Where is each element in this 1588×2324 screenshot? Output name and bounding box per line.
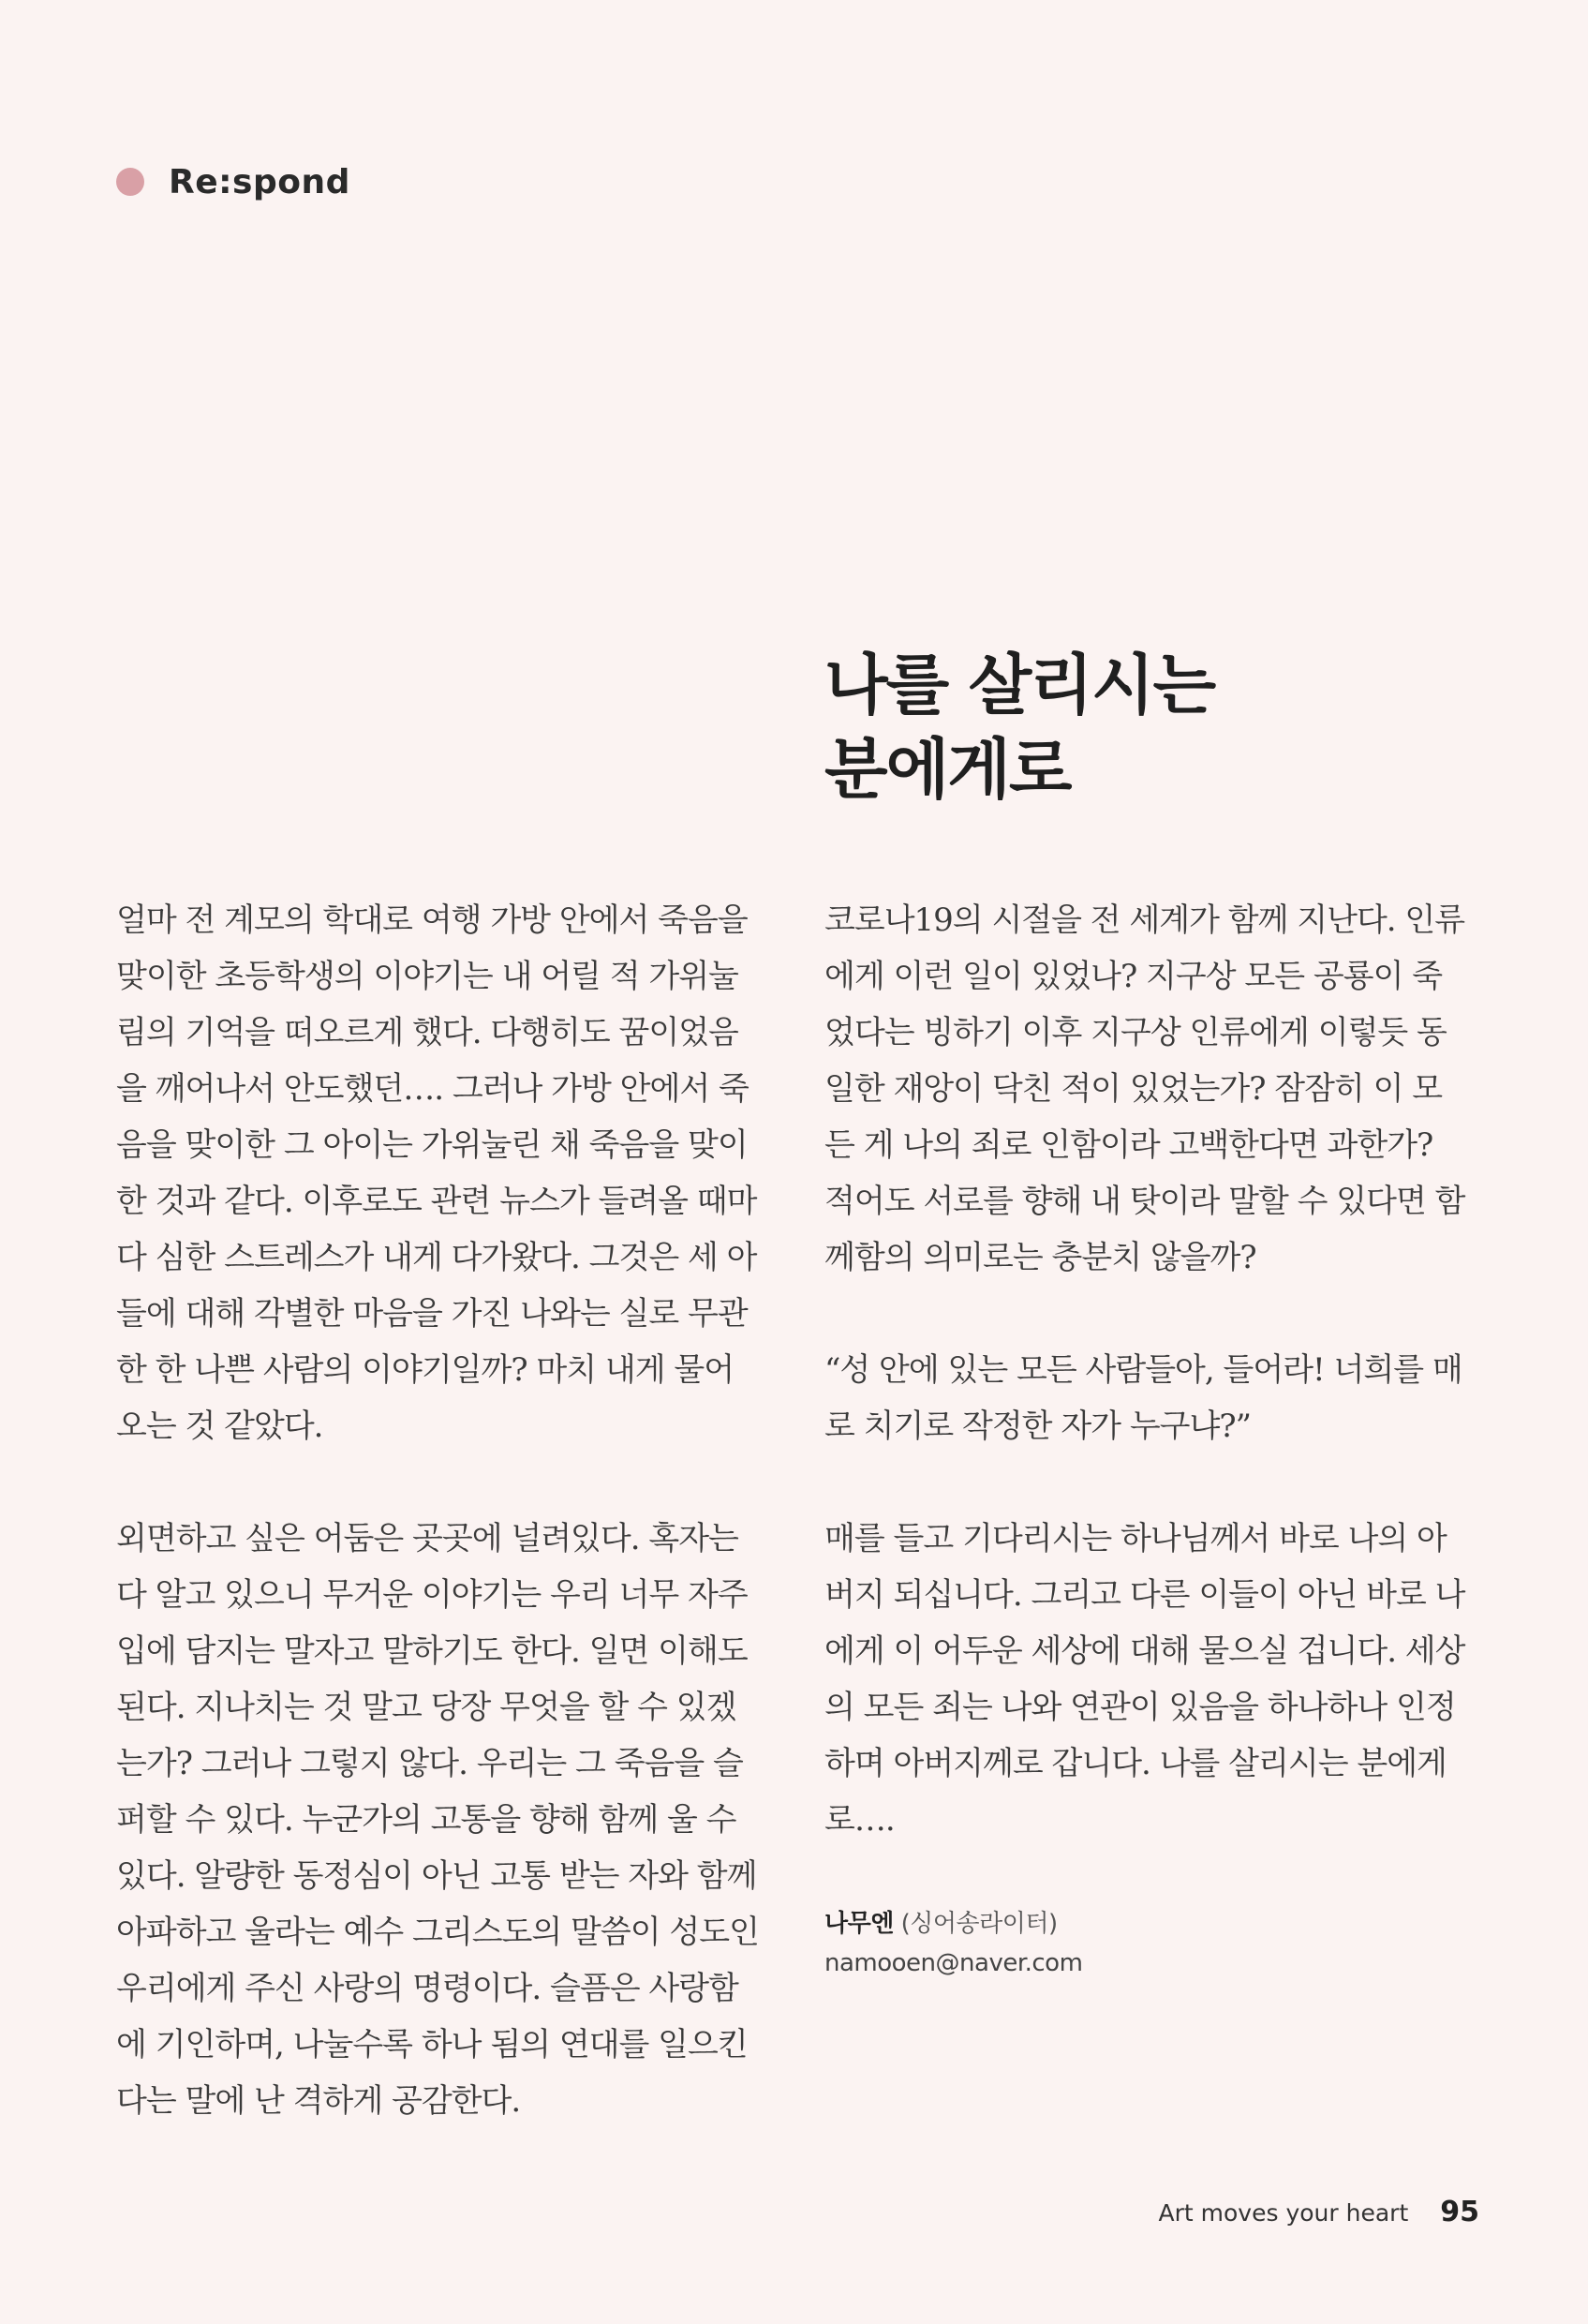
author-name: 나무엔 <box>824 1910 894 1938</box>
text-line: 얼마 전 계모의 학대로 여행 가방 안에서 죽음을 <box>116 901 748 939</box>
right-column <box>824 892 1480 1983</box>
paragraph <box>116 892 772 1454</box>
text-line: 림의 기억을 떠오르게 했다. 다행히도 꿈이었음 <box>116 1014 738 1051</box>
page-footer <box>1159 2196 1479 2228</box>
text-line: 퍼할 수 있다. 누군가의 고통을 향해 함께 울 수 <box>116 1801 736 1839</box>
text-line: 음을 맞이한 그 아이는 가위눌린 채 죽음을 맞이 <box>116 1126 748 1164</box>
text-line: 일한 재앙이 닥친 적이 있었는가? 잠잠히 이 모 <box>824 1070 1443 1108</box>
author-name-line <box>824 1904 1480 1944</box>
text-line: 께함의 의미로는 충분치 않을까? <box>824 1239 1256 1276</box>
text-line: 에 기인하며, 나눌수록 하나 됨의 연대를 일으킨 <box>116 2026 748 2063</box>
text-line: 을 깨어나서 안도했던…. 그러나 가방 안에서 죽 <box>116 1070 749 1108</box>
author-byline <box>824 1904 1480 1983</box>
text-line: 든 게 나의 죄로 인함이라 고백한다면 과한가? <box>824 1126 1433 1164</box>
page-number: 95 <box>1440 2196 1479 2228</box>
text-line: 입에 담지는 말자고 말하기도 한다. 일면 이해도 <box>116 1632 748 1670</box>
text-line: 에게 이 어두운 세상에 대해 물으실 겁니다. 세상 <box>824 1632 1465 1670</box>
text-line: 한 한 나쁜 사람의 이야기일까? 마치 내게 물어 <box>116 1351 735 1389</box>
text-line: “성 안에 있는 모든 사람들아, 들어라! 너희를 매 <box>824 1351 1462 1389</box>
text-line: 외면하고 싶은 어둠은 곳곳에 널려있다. 혹자는 <box>116 1520 738 1557</box>
text-line: 아파하고 울라는 예수 그리스도의 말씀이 성도인 <box>116 1914 759 1951</box>
text-line: 다 심한 스트레스가 내게 다가왔다. 그것은 세 아 <box>116 1239 757 1276</box>
text-line: 다 알고 있으니 무거운 이야기는 우리 너무 자주 <box>116 1576 748 1614</box>
text-line: 의 모든 죄는 나와 연관이 있음을 하나하나 인정 <box>824 1689 1456 1726</box>
footer-tagline: Art moves your heart <box>1158 2199 1409 2227</box>
text-line: 는가? 그러나 그렇지 않다. 우리는 그 죽음을 슬 <box>116 1745 743 1782</box>
article-title-line: 나를 살리시는 <box>824 646 1215 723</box>
article-title <box>824 643 1499 812</box>
section-tag <box>116 157 350 206</box>
text-line: 된다. 지나치는 것 말고 당장 무엇을 할 수 있겠 <box>116 1689 736 1726</box>
article-title-line: 분에게로 <box>824 730 1071 808</box>
text-line: 다는 말에 난 격하게 공감한다. <box>116 2082 521 2120</box>
text-line: 들에 대해 각별한 마음을 가진 나와는 실로 무관 <box>116 1295 748 1333</box>
left-column <box>116 892 772 2185</box>
paragraph <box>824 1511 1480 1848</box>
author-email: namooen@naver.com <box>824 1949 1083 1977</box>
text-line: 오는 것 같았다. <box>116 1408 323 1445</box>
section-bullet-icon <box>116 168 144 196</box>
section-label: Re:spond <box>169 162 350 201</box>
paragraph <box>116 1511 772 2129</box>
text-line: 한 것과 같다. 이후로도 관련 뉴스가 들려올 때마 <box>116 1183 757 1220</box>
text-line: 맞이한 초등학생의 이야기는 내 어릴 적 가위눌 <box>116 958 738 995</box>
text-line: 코로나19의 시절을 전 세계가 함께 지난다. 인류 <box>824 901 1465 939</box>
text-line: 었다는 빙하기 이후 지구상 인류에게 이렇듯 동 <box>824 1014 1447 1051</box>
text-line: 로 치기로 작정한 자가 누구냐?” <box>824 1408 1251 1445</box>
text-line: 버지 되십니다. 그리고 다른 이들이 아닌 바로 나 <box>824 1576 1465 1614</box>
author-role: (싱어송라이터) <box>900 1910 1058 1938</box>
text-line: 하며 아버지께로 갑니다. 나를 살리시는 분에게 <box>824 1745 1447 1782</box>
text-line: 있다. 알량한 동정심이 아닌 고통 받는 자와 함께 <box>116 1857 757 1895</box>
text-line: 에게 이런 일이 있었나? 지구상 모든 공룡이 죽 <box>824 958 1443 995</box>
text-line: 로…. <box>824 1801 895 1839</box>
paragraph <box>824 892 1480 1286</box>
quote-paragraph <box>824 1342 1480 1454</box>
text-line: 매를 들고 기다리시는 하나님께서 바로 나의 아 <box>824 1520 1447 1557</box>
text-line: 우리에게 주신 사랑의 명령이다. 슬픔은 사랑함 <box>116 1970 738 2007</box>
text-line: 적어도 서로를 향해 내 탓이라 말할 수 있다면 함 <box>824 1183 1465 1220</box>
